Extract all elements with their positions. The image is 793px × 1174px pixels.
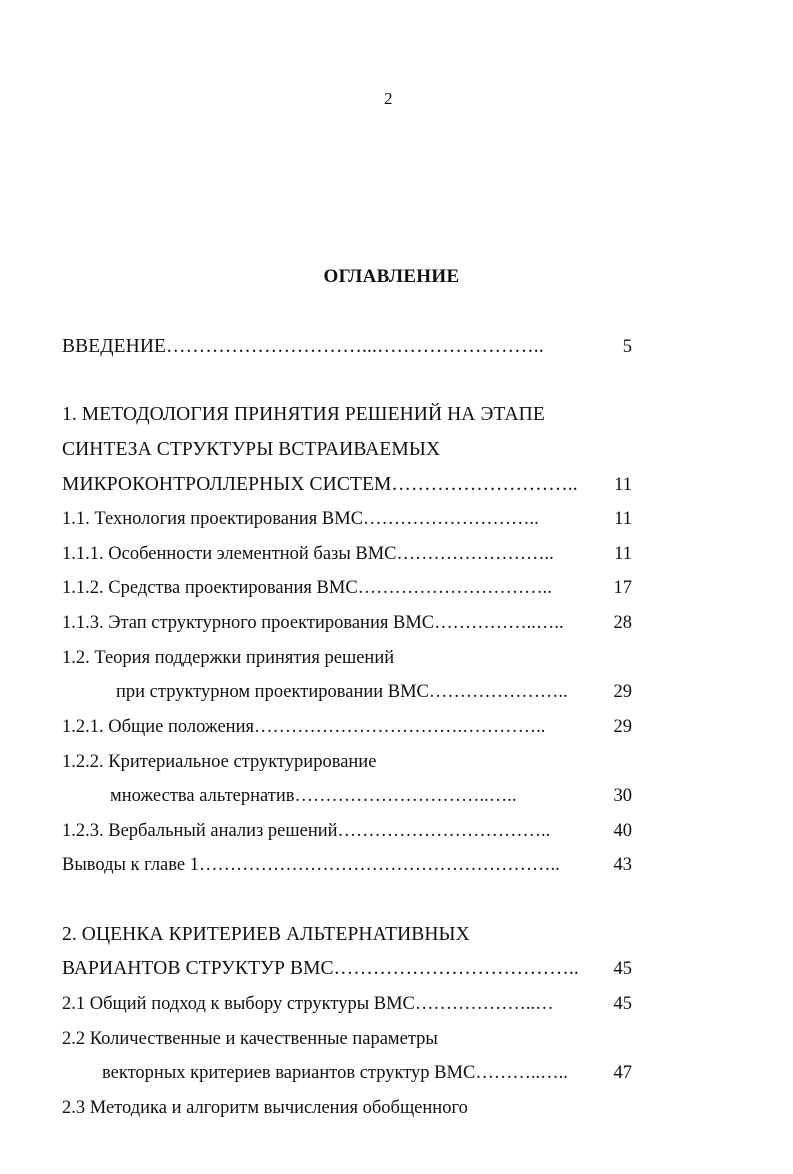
toc-entry-page: 47 [613, 1063, 632, 1083]
toc-entry-label: ВВЕДЕНИЕ…………………………...…………………….. [62, 336, 544, 357]
toc-entry-label: 1.2.3. Вербальный анализ решений…………………………….. [62, 821, 551, 841]
toc-entry-page: 30 [613, 786, 632, 806]
toc-entry-label: 1.1.3. Этап структурного проектирования ВМС……………..….. [62, 613, 564, 633]
toc-entry-label: 2.2 Количественные и качественные параметры [62, 1029, 438, 1049]
toc-entry-label: 1. МЕТОДОЛОГИЯ ПРИНЯТИЯ РЕШЕНИЙ НА ЭТАПЕ [62, 404, 545, 425]
toc-entry-label: СИНТЕЗА СТРУКТУРЫ ВСТРАИВАЕМЫХ [62, 439, 441, 460]
toc-entry-page: 43 [613, 855, 632, 875]
toc-entry-label: 1.2.2. Критериальное структурирование [62, 752, 377, 772]
toc-entry-label: 2.1 Общий подход к выбору структуры ВМС………………..… [62, 994, 554, 1014]
toc-entry-page: 11 [614, 509, 632, 529]
toc-entry-page: 11 [614, 475, 632, 495]
toc-entry-page: 29 [613, 682, 632, 702]
toc-entry-page: 29 [613, 717, 632, 737]
toc-entry-page: 45 [613, 994, 632, 1014]
toc-entry-label: ВАРИАНТОВ СТРУКТУР ВМС……………………………….. [62, 958, 579, 979]
toc-entry-page: 11 [614, 544, 632, 564]
toc-entry-label: 1.2.1. Общие положения…………………………….………….. [62, 717, 546, 737]
toc-entry-page: 28 [613, 613, 632, 633]
toc-entry-page: 40 [613, 821, 632, 841]
toc-entry-page: 17 [613, 578, 632, 598]
toc-entry-label: Выводы к главе 1………………………………………………….. [62, 855, 560, 875]
toc-entry-label: векторных критериев вариантов структур ВМС………..….. [102, 1063, 568, 1083]
toc-entry-label: 1.1.2. Средства проектирования ВМС………………………….. [62, 578, 552, 598]
toc-entry-page: 45 [613, 959, 632, 979]
toc-entry-label: МИКРОКОНТРОЛЛЕРНЫХ СИСТЕМ……………………….. [62, 474, 578, 495]
toc-entry-label: 2. ОЦЕНКА КРИТЕРИЕВ АЛЬТЕРНАТИВНЫХ [62, 924, 470, 945]
toc-entry-label: 1.1. Технология проектирования ВМС……………………….. [62, 509, 539, 529]
toc-entry-page: 5 [622, 337, 632, 357]
toc-entry-label: при структурном проектировании ВМС………………….. [116, 682, 568, 702]
page-title: ОГЛАВЛЕНИЕ [323, 266, 460, 287]
page-number: 2 [384, 89, 393, 108]
toc-entry-label: 2.3 Методика и алгоритм вычисления обобщенного [62, 1098, 468, 1118]
toc-entry-label: множества альтернатив…………………………..….. [110, 786, 517, 806]
toc-entry-label: 1.1.1. Особенности элементной базы ВМС…………………….. [62, 544, 554, 564]
toc-entry-label: 1.2. Теория поддержки принятия решений [62, 648, 395, 668]
